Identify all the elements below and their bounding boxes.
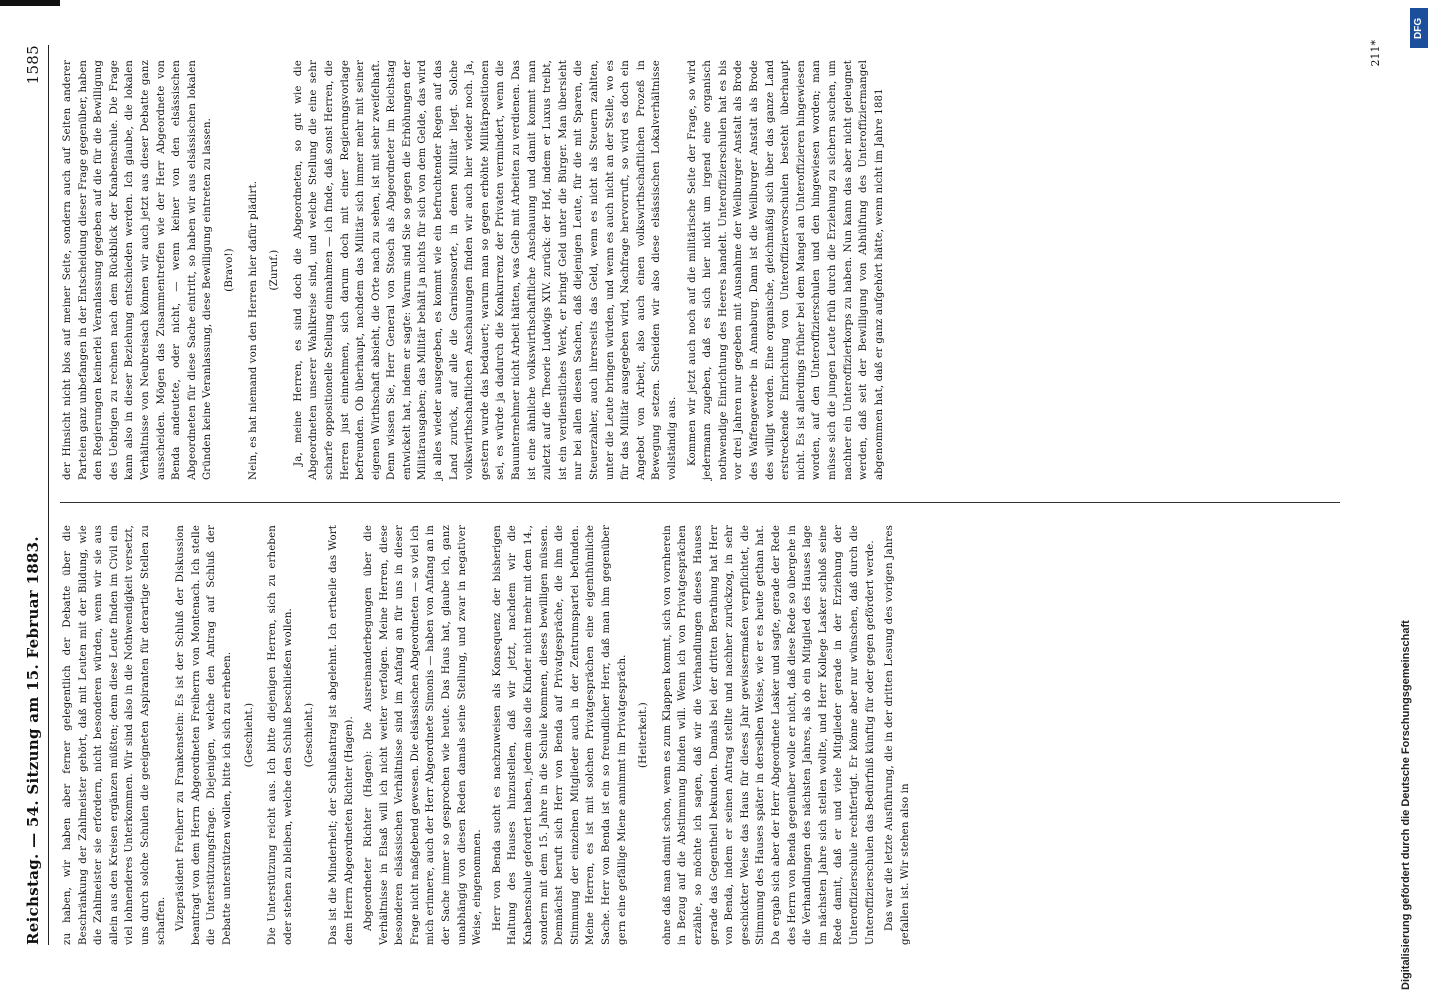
right-column — [60, 60, 1360, 480]
digitization-notice: Digitalisierung gefördert durch die Deutsche Forschungsgemeinschaft — [1400, 620, 1412, 990]
stage-direction: (Geschieht.) — [304, 702, 316, 768]
paragraph: Die Unterstützung reicht aus. Ich bitte diejenigen Herren, sich zu erheben oder stehen zu bleiben, welche den Schluß beschließen wollen. — [267, 525, 294, 945]
paragraph: der Hinsicht nicht blos auf meiner Seite, sondern auch auf Seiten anderer Parteien ganz unbefangen in der Entscheidung dieser Frage gegenüber, haben den Regierungen keinerlei Veranlassung gegeben auf die für die Bewilligung des Uebrigen zu rechnen nach dem Rückblick der Knabenschule. Die Frage kann also in dieser Beziehung entschieden werden. Ich glaube, die lokalen Verhältnisse von Neubreisach können wir auch jetzt aus dieser Debatte ganz ausscheiden. Mögen das Zusammentreffen wie der Herr Abgeordnete von Benda andeutete, oder nicht, — wenn keiner von den elsässischen Abgeordneten für diese Sache eintritt, so haben wir aus elsässischen lokalen Gründen keine Veranlassung, diese Bewilligung eintreten zu lassen. — [62, 60, 214, 480]
stage-direction: (Bravo!) — [223, 248, 235, 292]
paragraph: Das war die letzte Ausführung, die in der dritten Lesung des vorigen Jahres gefallen ist. Wir stehen also in — [884, 525, 911, 945]
paragraph: ohne daß man damit schon, wenn es zum Klappen kommt, sich von vornherein in Bezug auf die Abstimmung binden will. Wenn ich von Privatgesprächen erzähle, so möchte ich sagen, daß wir die Verhandlungen dieses Hauses gerade das Gegentheil bekunden. Damals bei der dritten Berathung hat Herr von Benda, indem er seinen Antrag stellte und nachher zurückzog, in sehr geschickter Weise das Haus für dieses Jahr gewissermaßen verpflichtet, die Stimmung des Hauses später in derselben Weise, wie er es heute gethan hat. Da ergab sich aber der Herr Abgeordnete Lasker und sagte, gerade der Rede des Herrn von Benda gegenüber wolle er nicht, daß diese Rede so übergehe in die Verhandlungen des nächsten Jahres, als ob ein Mitglied des Hauses lage im nächsten Jahre sich stellen wollte, und Herr Kollege Lasker schloß seine Rede damit, daß er und viele Mitglieder gerade in der Erziehung der Unteroffizierschule rechtfertigt. Er könne aber nur wünschen, daß durch die Unteroffizierschulen das Bedürfniß künftig für oder gegen gefördert werde. — [661, 525, 876, 945]
paragraph: Vizepräsident Freiherr zu Frankenstein: Es ist der Schluß der Diskussion beantragt von dem Herrn Abgeordneten Freiherrn von Montenach. Ich stelle die Unterstützungsfrage. Diejenigen, welche den Antrag auf Schluß der Debatte unterstützen wollen, bitte ich sich zu erheben. — [175, 525, 233, 945]
header-title: Reichstag. — 54. Sitzung am 15. Februar 1883. — [24, 536, 42, 945]
paragraph: Abgeordneter Richter (Hagen): Die Ausreinanderbegungen über die Verhältnisse in Elsaß will ich nicht weiter verfolgen. Meine Herren, diese besonderen elsässischen Verhältnisse sind im Anfang an für uns in dieser Frage nicht maßgebend gewesen. Die elsässischen Abgeordneten — so viel ich mich erinnere, auch der Herr Abgeordnete Simonis — haben von Anfang an in der Sache immer so gesprochen wie heute. Das Haus hat, glaube ich, ganz unabhängig von diesen Reden damals seine Stellung, und zwar in negativer Weise, eingenommen. — [363, 525, 484, 945]
dfg-logo: DFG — [1410, 8, 1428, 48]
page-number: 1585 — [24, 45, 42, 85]
left-column — [60, 525, 1360, 945]
paragraph: Das ist die Minderheit; der Schlußantrag ist abgelehnt. Ich ertheile das Wort dem Herrn Abgeordneten Richter (Hagen). — [327, 525, 355, 945]
stage-direction: (Heiterkeit.) — [638, 702, 650, 768]
page-header — [22, 45, 49, 945]
paragraph: Ja, meine Herren, es sind doch die Abgeordneten, so gut wie die Abgeordneten unserer Wahlkreise sind, und welche Stellung die eine sehr scharfe oppositionelle Stellung einnahmen — ich finde, daß sonst Herren, die Herren just einnehmen, sich darum doch mit einer Regierungsvorlage befreunden. Ob überhaupt, nachdem das Militär sich immer mehr mit seiner eigenen Wirthschaft absieht, die Orte nach zu sehen, ist mit sehr zweifelhaft. Denn wissen Sie, Herr General von Stosch als Abgeordneter im Reichstag entwickelt hat, indem er sagte: Warum sind Sie so gegen die Erhöhungen der Militärausgaben; das Militär behält ja nichts für sich von dem Gelde, das wird ja alles wieder ausgegeben, es kommt wie ein befruchtender Regen auf das Land zurück, auf alle die Garnisonsorte, in denen Militär liegt. Solche volkswirthschaftlichen Anschauungen finden wir auch hier wieder noch. Ja, gestern wurde das bedauert; warum man so gegen erhöhte Militärpositionen sei, es würde ja dadurch die Konkurrenz der Privaten vermindert, wenn die Bauunternehmer nicht Arbeit hätten, was Gelb mit Arbeiten zu verdienen. Das ist eine ähnliche volkswirthschaftliche Anschauung und damit kommt man zuletzt auf die Theorie Ludwigs XIV. zurück: der Hof, indem er Luxus treibt, ist ein verdienstliches Werk, er bringt Geld unter die Bürger. Man übersieht nur bei allen diesen Sachen, daß diejenigen Leute, für die mit Sparen, die Steuerzahler, auch ihrerseits das Geld, wenn es nicht als Steuern zahlten, unter die Leute bringen würden, und wenn es auch nicht an der Stelle, wo es für das Militär ausgegeben wird, Nachfrage hervorruft, so wird es doch ein Angebot von Arbeit, also auch einen volkswirthschaftlichen Prozeß in Bewegung setzen. Scheiden wir also diese elsässischen Lokalverhältnisse vollständig aus. — [292, 60, 678, 480]
stage-direction: (Zuruf.) — [269, 249, 281, 291]
column-divider — [60, 502, 1340, 503]
signature-mark: 211* — [1369, 40, 1382, 67]
paragraph: Herr von Benda sucht es nachzuweisen als Konsequenz der bisherigen Haltung des Hauses hinzustellen, daß wir jetzt, nachdem wir die Knabenschule gefordert haben, jedem also die Kinder nicht mehr mit dem 14., sondern mit dem 15. Jahre in die Schule kommen, dieses bewilligen müssen. Demnächst beruft sich Herr von Benda auf Privatgespräche, die ihm die Stimmung der einzelnen Mitglieder auch in der Zentrumspartei befunden. Meine Herren, es ist mit solchen Privatgesprächen eine eigenthümliche Sache. Herr von Benda ist ein so freundlicher Herr, daß man ihm gegenüber gern eine gefällige Miene annimmt im Privatgespräch. — [491, 525, 628, 945]
paragraph: Nein, es hat niemand von den Herren hier dafür plädirt. — [247, 180, 259, 480]
stage-direction: (Geschieht.) — [243, 702, 255, 768]
paragraph: Kommen wir jetzt auch noch auf die militärische Seite der Frage, so wird jedermann zugeben, daß es sich hier nicht um irgend eine organisch nothwendige Einrichtung des Heeres handelt. Unteroffizierschulen hat es bis vor drei Jahren nur gegeben mit Ausnahme der Weilburger Anstalt als Brode des Waffengewerbe in Annaburg. Dann ist die Weilburger Anstalt als Brode des willigt worden. Eine organische, gleichmäßig sich über das ganze Land erstreckende Einrichtung von Unteroffiziervorschulen besteht überhaupt nicht. Es ist allerdings früher bei dem Mangel an Unteroffizieren hingewiesen worden, auf den Unteroffizierschulen und den hingewiesen worden; man müsse sich die jungen Leute früh durch die Erziehung zu sichern suchen, um nachher ein Unteroffizierkorps zu haben. Nun kann das aber nicht geleugnet werden, daß seit der Bewilligung von Abhülfung des Unteroffiziermangel abgenommen hat, daß er ganz aufgehört hätte, wenn nicht im Jahre 1881 — [686, 60, 885, 480]
paragraph: zu haben, wir haben aber ferner gelegentlich der Debatte über die Beschränkung der Zahlmeister gehört, daß mit Leuten mit der Bildung, wie die Zahlmeister sie erfordern, nicht besonderen würden, wenn wir sie aus allein aus den Kreisen ergänzen müßten; denn diese Leute finden im Civil ein viel lohnenderes Unterkommen. Wir sind also in die Nothwendigkeit versetzt, uns durch solche Schulen die geeigneten Aspiranten für derartige Stellen zu schaffen. — [62, 525, 167, 945]
